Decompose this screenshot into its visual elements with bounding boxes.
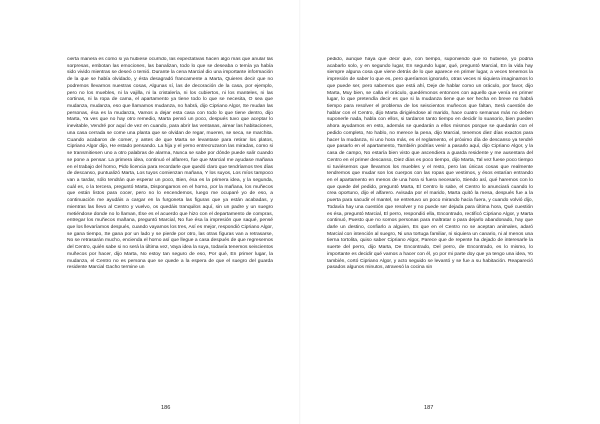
left-page-body xyxy=(67,57,273,395)
right-page-body xyxy=(327,57,533,395)
right-page-number: 187 xyxy=(424,405,434,411)
right-page-text: pedido, aunque haya que decir que, con tiempo, suponiendo que lo hubiese, yo podría acabarlo solo, y en segundo lugar, En segundo lugar, qué, preguntó Marcial, En la vida hay siempre alguna cosa que viene detrás de lo que aparece en primer lugar, a veces tenemos la impresión de saber lo que es, pero queríamos ignorarlo, otras veces ni siquiera imaginamos lo que puede ser, pero sabemos que está ahí, Deje de hablar como un oráculo, por favor, dijo Marta, Muy bien, se calla el oráculo, quedémonos entonces con aquello que venía en primer lugar, lo que pretendía decir es que si la mudanza tiene que ser hecha en breve no habrá tiempo para resolver el problema de los seiscientos muñecos que faltan, Será cuestión de hablar con el Centro, dijo Marta dirigiéndose al marido, hace cuatro semanas más no deben suponerle nada, habla con ellos, si tardaron tanto tiempo en decidir lo suasorio, bien pueden ahora ayudarnos en esto, además se quedarán a ellos mismos porque se quedarán con el pedido completo, No hablo, no merece la pena, dijo Marcial, tenemos diez días exactos para hacer la mudanza, ni uno hora más, es el reglamento, el próximo día de descanso ya tendré que pasarlo en el apartamento, También podrías venir a pasarlo aquí, dijo Cipriano Algor, y la casa de campo, No estaría bien visto que ascendiera a guarda residente y me ausentara del Centro en el primer descanso, Diez días es poco tiempo, dijo Marta, Tal vez fuese poco tiempo si tuviésemos que llevarnos los muebles y el resto, pero las únicas cosas que realmente tendremos que mudar son los cuerpos con las ropas que vestimos, y ésos estarían entrando en el apartamento en menos de una hora si fuera necesario, Siendo así, qué haremos con lo que quede del pedido, preguntó Marta, El Centro lo sabe, el Centro lo anunciará cuando lo crea oportuno, dijo el alfarero. Avisada por el marido, Marta quitó la mesa, después fue a la puerta para sacudir el mantel, se entretuvo un poco mirando hacia fuera, y cuando volvió dijo, Todavía hay una cuestión que resolver y no puede ser dejada para última hora, Qué cuestión es ésa, preguntó Marcial, El perro, respondió ella, Encontrado, rectificó Cipriano Algor, y Marta continuó, Puesto que no somos personas para maltratar o para dejarlo abandonado, hay que darle un destino, confiarlo a alguien, Es que en el Centro no se aceptan animales, adaró Marcial con intención al suegro, Ni una tortuga familiar, ni siquiera un canario, ni al menos una tierna tortolita, quiso saber Cipriano Algor, Parece que de repente ha dejado de interesarle la suerte del perro, dijo Marta, De Encontrado, Del perro, de Encontrado, es lo mismo, lo importante es decidir qué vamos a hacer con él, yo por mi parte doy que ya tengo una idea, Yo también, cortó Cipriano Algor, y acto seguido se levantó y se fue a su habitación. Reapareció pasados algunos minutos, atravesó la cocina sin xyxy=(327,57,533,271)
left-page-text: cierta manera es como si ya hubiese ocurrido, las expectativas hacen algo más que anular las sorpresas, embotan las emociones, las banalizan, todo lo que se deseaba o temía ya había sido vivido mientras se deseó o temió. Durante la cena Marcial dio una importante información de la que se había olvidado, y ésta desagradó francamente a Marta, Quieres decir que no podremos llevarnos nuestras cosas, Algunas sí, las de decoración de la casa, por ejemplo, pero no los muebles, ni la vajilla, ni la cristalería, ni los cubiertos, ni los manteles, ni las cortinas, ni la ropa de cama, el apartamento ya tiene todo lo que se necesita, O sea que mudanza, mudanza, eso que llamamos mudanza, no habrá, dijo Cipriano Algor, Se mudan las personas, ésa es la mudanza, Vamos a dejar esta casa con todo lo que tiene dentro, dijo Marta, Ya ves que no hay otro remedio, Marta pensó un poco, después tuvo que aceptar lo inevitable, Vendré por aquí de vez en cuando, para abrir las ventanas, airear las habitaciones, una casa cerrada se come una planta que se olvidan de regar, mueren, se seca, se marchita. Cuando acabaron de comer, y antes de que Marta se levantase para retirar los platos, Cipriano Algor dijo, He estado pensando. La hija y el yerno entrecruzaron las miradas, como si se transmitiesen uno a otro palabras de alarma, Nunca se sabe por dónde puede salir cuando se pone a pensar. La primera idea, continuó el alfarero, fue que Marcial me ayudase mañana en el trabajo del horno, Pido licencia para recordarle que quedó claro que tendríamos tres días de descanso, puntualizó Marta, Los tuyos comienzan mañana, Y los suyos, Los míos tampoco van a tardar, sólo tendrán que esperar un poco, Bien, ésa es la primera idea, y la segunda, cuál es, o la tercera, preguntó Marta, Dispongamos en el horno, por la mañana, los muñecos que están listos para cocer, pero no lo encendemos, luego me ocuparé yo de eso, a continuación me ayudáis a cargar en la furgoneta las figuras que ya están acabadas, y mientras las llevo al Centro y vuelvo, os quedáis tranquilos aquí, sin un padre y un suegro metiéndose donde no lo llaman, Ése es el acuerdo que hizo con el departamento de compras, entregar los muñecos mañana, preguntó Marcial, No fue ésa la impresión que saqué, pensé que los llevaríamos después, cuando vayamos los tres, Así es mejor, respondió Cipriano Algor, se gana tiempo, Se gana por un lado y se pierde por otro, las otras figuras van a retrasarse, No se retrasarán mucho, encienda el horno así que llegue a casa después de que regresemos del Centro, quién sabe si no será la última vez, Vaya idea la suya, todavía tenemos seiscientos muñecos por hacer, dijo Marta, No estoy tan seguro de eso, Por qué, En primer lugar, la mudanza, el Centro no es persona que se quede a la espera de que el suegro del guarda residente Marcial Gacho termine un xyxy=(67,57,273,271)
right-page xyxy=(300,0,600,424)
left-page-number: 186 xyxy=(161,405,171,411)
